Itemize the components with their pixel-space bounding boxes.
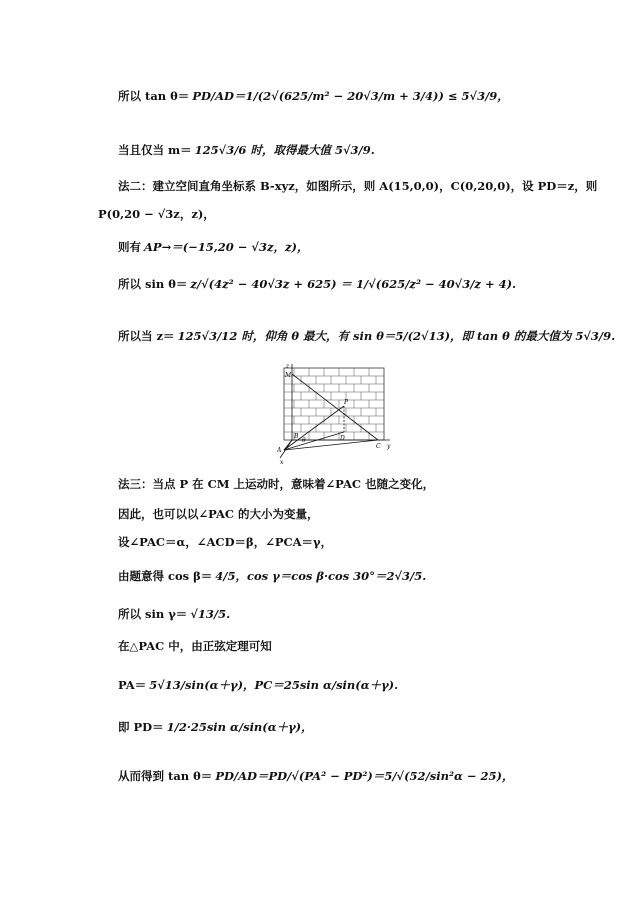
brick-wall (284, 368, 384, 440)
label-a: A (277, 447, 282, 454)
line-9: 因此，也可以以∠PAC 的大小为变量， (118, 507, 319, 521)
label-c: C (376, 443, 381, 450)
line-15: 即 PD＝ 1/2·25sin α/sin(α＋γ)， (118, 720, 313, 734)
line-7: 所以当 z＝ 125√3/12 时，仰角 θ 最大，有 sin θ＝5/(2√13)，即 tan θ 的最大值为 5√3/9. (118, 329, 616, 343)
line-13: 在△PAC 中，由正弦定理可知 (118, 639, 272, 653)
line-8: 法三：当点 P 在 CM 上运动时，意味着∠PAC 也随之变化， (118, 477, 435, 491)
line-6: 所以 sin θ＝ z/√(4z² − 40√3z + 625) ＝ 1/√(625/z² − 40√3/z + 4). (118, 277, 517, 291)
label-p: P (344, 399, 349, 406)
line-16: 从而得到 tan θ＝ PD/AD＝PD/√(PA² − PD²)＝5/√(52/sin²α − 25)， (118, 769, 514, 783)
line-11: 由题意得 cos β＝ 4/5，cos γ＝cos β·cos 30°＝2√3/5. (118, 569, 427, 583)
line-14: PA＝ 5√13/sin(α＋γ)，PC＝25sin α/sin(α＋γ). (118, 678, 399, 692)
label-b: B (294, 433, 299, 440)
label-theta: θ (302, 437, 306, 444)
line-5: 则有 AP→＝(−15,20 − √3z，z)， (118, 240, 309, 254)
line-4: P(0,20 − √3z，z)， (98, 207, 215, 221)
line-10: 设∠PAC＝α，∠ACD＝β，∠PCA＝γ， (118, 535, 333, 549)
line-2: 当且仅当 m＝ 125√3/6 时，取得最大值 5√3/9. (118, 143, 375, 157)
coordinate-diagram (274, 360, 394, 470)
label-y: y (387, 443, 391, 450)
line-3: 法二：建立空间直角坐标系 B-xyz，如图所示，则 A(15,0,0)，C(0,20,0)，设 PD＝z，则 (118, 179, 598, 193)
label-x: x (280, 459, 284, 466)
line-ac (284, 440, 378, 450)
line-12: 所以 sin γ＝ √13/5. (118, 607, 231, 621)
line-1: 所以 tan θ＝ PD/AD＝1/(2√(625/m² − 20√3/m + 3/4)) ≤ 5√3/9， (118, 89, 509, 103)
label-m: M (285, 372, 292, 379)
label-d: D (340, 435, 345, 442)
label-z: z (286, 363, 290, 370)
